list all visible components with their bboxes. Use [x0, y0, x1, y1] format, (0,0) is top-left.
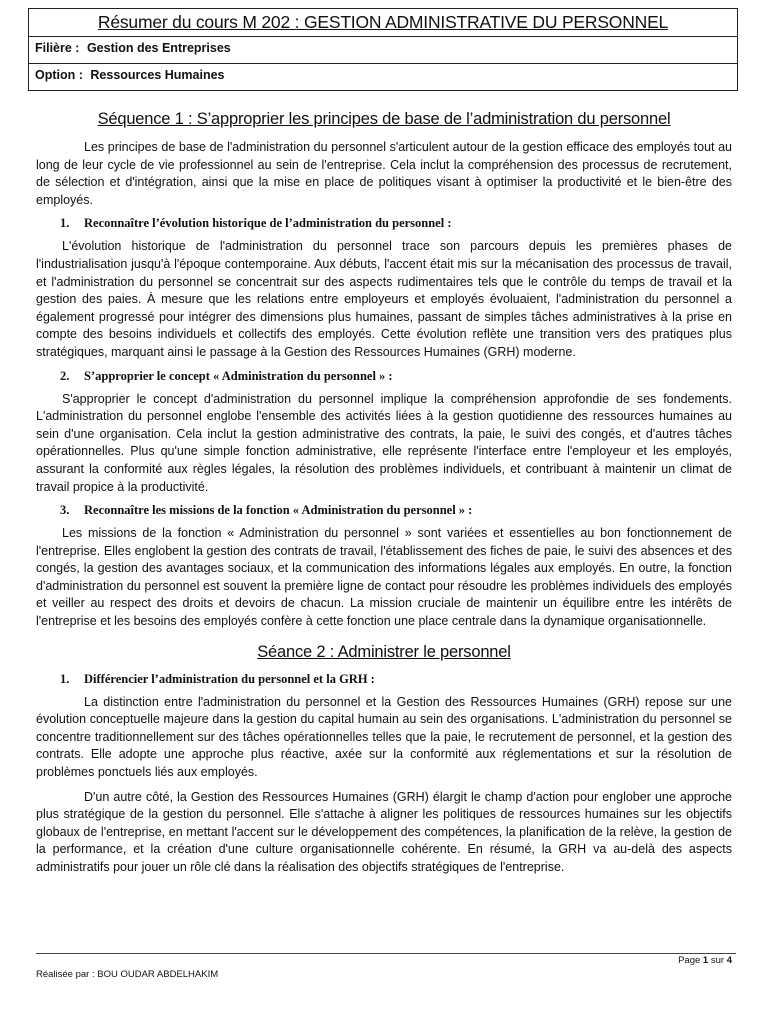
sequence-1-title: Séquence 1 : S’approprier les principes de base de l’administration du personnel — [97, 110, 671, 128]
section-heading — [60, 216, 732, 231]
page-number — [678, 955, 732, 966]
page-of: sur — [710, 955, 725, 966]
section-paragraph: L'évolution historique de l'administration du personnel trace son parcours depuis les premières phases de l'industrialisation jusqu'à l'époque contemporaine. Aux débuts, l'accent était mis sur la mécanisation des processus de travail, et l'administration du personnel se concentrait sur des aspects rudimentaires tels que le contrôle du temps de travail et la gestion des paies. À mesure que les relations entre employeurs et employés évoluaient, l'administration du personnel a également progressé pour intégrer des dimensions plus humaines, passant de simples tâches administratives à la prise en compte des besoins individuels et collectifs des employés. Cette évolution reflète une transition vers des pratiques plus stratégiques, marquant ainsi le passage à la Gestion des Ressources Humaines (GRH) moderne. — [36, 239, 732, 359]
section-heading-text: Différencier l’administration du personnel et la GRH : — [84, 671, 375, 686]
seance-2-title: Séance 2 : Administrer le personnel — [257, 642, 511, 661]
section-heading-text: Reconnaître les missions de la fonction « Administration du personnel » : — [84, 503, 473, 518]
filiere-label: Filière : — [35, 41, 80, 55]
section-paragraph: D'un autre côté, la Gestion des Ressources Humaines (GRH) élargit le champ d'action pour englober une approche plus stratégique de la gestion du personnel. Elle s'attache à aligner les politiques de ressources humaines sur les objectifs globaux de l'entreprise, en mettant l'accent sur le développement des compétences, la planification de la relève, la gestion de la performance, et la création d'une culture organisationnelle cohérente. En résumé, la GRH va au-delà des aspects administratifs pour jouer un rôle clé dans la réalisation des objectifs stratégiques de l'entreprise. — [36, 789, 732, 874]
section-number: 2. — [60, 368, 70, 383]
section-heading-text: Reconnaître l’évolution historique de l’administration du personnel : — [84, 216, 452, 231]
author-credit: Réalisée par : BOU OUDAR ABDELHAKIM — [36, 969, 219, 980]
section-paragraph: S'approprier le concept d'administration du personnel implique la compréhension approfondie de ses fondements. L'administration du personnel englobe l'ensemble des activités liées à la gestion quotidienne des ressources humaines au sein d'une organisation. Cela inclut la gestion administrative des contrats, la paie, le suivi des congés, et d'autres tâches opérationnelles. Plus qu'une simple fonction administrative, elle représente l'interface entre l'employeur et les employés, assurant la conformité aux règles légales, la résolution des problèmes individuels, et contribuant à maintenir un climat de travail propice à la productivité. — [36, 391, 732, 494]
section-paragraph: Les missions de la fonction « Administration du personnel » sont variées et essentielles au bon fonctionnement de l'entreprise. Elles englobent la gestion des contrats de travail, l'établissement des fiches de paie, le suivi des absences et des congés, la gestion des avantages sociaux, et la communication des informations légales aux employés. En outre, la fonction d'administration du personnel est souvent la première ligne de contact pour résoudre les problèmes individuels des employés et veiller au respect des droits et devoirs de chacun. La mission cruciale de maintenir un équilibre entre les intérêts de l'entreprise et les besoins des employés confère à cette fonction une place centrale dans la dynamique organisationnelle. — [36, 526, 732, 629]
page-total: 4 — [726, 955, 732, 966]
section-number: 1. — [60, 671, 70, 686]
document-title: Résumer du cours M 202 : GESTION ADMINISTRATIVE DU PERSONNEL — [29, 9, 737, 37]
footer-divider — [36, 953, 736, 954]
section-paragraph: La distinction entre l'administration du personnel et la Gestion des Ressources Humaines (GRH) repose sur une évolution conceptuelle majeure dans la gestion du capital humain au sein des organisations. L'administration du personnel se concentre traditionnellement sur des tâches opérationnelles telles que la paie, le recrutement de personnel, et la gestion des contrats. Elle adopte une approche plus réactive, axée sur la conformité aux réglementations et sur la résolution de problèmes ponctuels liés aux employés. — [36, 694, 732, 780]
document-header — [28, 8, 738, 91]
sequence-1-intro: Les principes de base de l'administration du personnel s'articulent autour de la gestion efficace des employés tout au long de leur cycle de vie professionnel au sein de l'entreprise. Cela inclut la compréhension des processus de recrutement, de sélection et d'intégration, ainsi que la mise en place de politiques visant à optimiser la productivité et le bien-être des employés. — [36, 140, 732, 207]
document-body — [36, 110, 732, 884]
section-number: 1. — [60, 216, 70, 231]
section-number: 3. — [60, 503, 70, 518]
filiere-row — [29, 37, 737, 64]
page-word: Page — [678, 955, 701, 966]
option-value: Ressources Humaines — [90, 68, 225, 82]
option-row — [29, 64, 737, 90]
section-heading — [60, 503, 732, 518]
page-current: 1 — [702, 955, 709, 966]
section-heading — [60, 672, 732, 687]
filiere-value: Gestion des Entreprises — [86, 41, 231, 55]
section-heading-text: S’approprier le concept « Administration du personnel » : — [84, 368, 393, 383]
option-label: Option : — [35, 68, 83, 82]
section-heading — [60, 369, 732, 384]
